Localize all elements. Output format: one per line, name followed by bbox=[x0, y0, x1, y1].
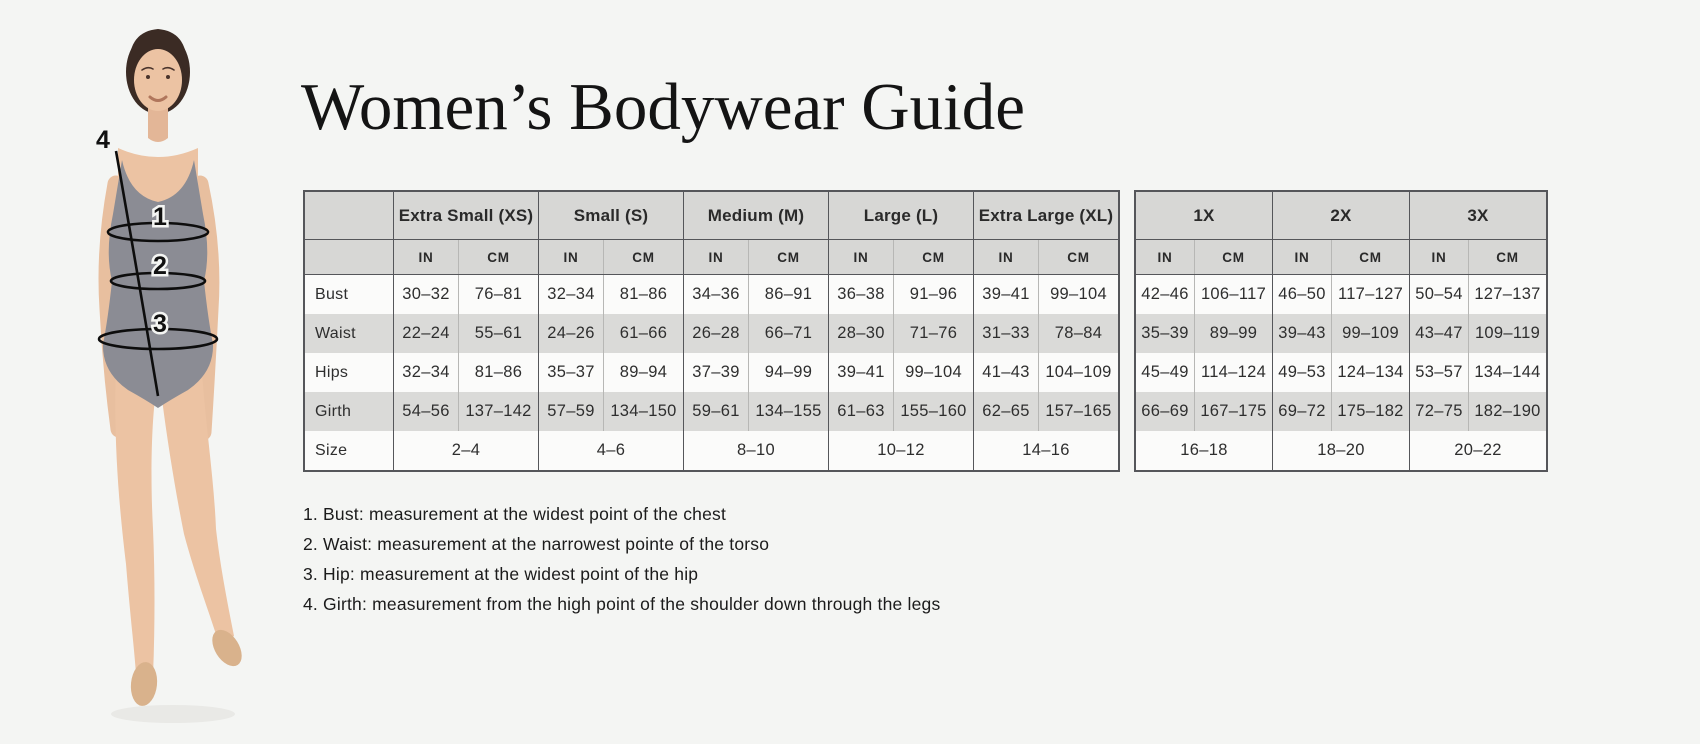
measurement-cell-in: 35–37 bbox=[539, 353, 604, 392]
measurement-cell-in: 39–41 bbox=[829, 353, 894, 392]
unit-header-cm: CM bbox=[604, 240, 684, 275]
measurement-note: 2. Waist: measurement at the narrowest pointe of the torso bbox=[303, 534, 770, 554]
table-row bbox=[1135, 353, 1547, 392]
numeric-size-cell: 16–18 bbox=[1135, 431, 1273, 471]
model-neck bbox=[148, 106, 168, 142]
measurement-cell-in: 41–43 bbox=[974, 353, 1039, 392]
measurement-cell-cm: 117–127 bbox=[1332, 275, 1410, 315]
size-tables bbox=[303, 190, 1548, 472]
measurement-cell-in: 39–43 bbox=[1273, 314, 1332, 353]
corner-cell bbox=[304, 240, 394, 275]
unit-header-cm: CM bbox=[1469, 240, 1548, 275]
measurement-cell-cm: 134–155 bbox=[749, 392, 829, 431]
measurement-cell-cm: 91–96 bbox=[894, 275, 974, 315]
unit-header-in: IN bbox=[394, 240, 459, 275]
table-row bbox=[1135, 314, 1547, 353]
measurement-notes bbox=[303, 499, 940, 619]
measurement-cell-in: 49–53 bbox=[1273, 353, 1332, 392]
measurement-cell-cm: 55–61 bbox=[459, 314, 539, 353]
numeric-size-cell: 18–20 bbox=[1273, 431, 1410, 471]
unit-header-in: IN bbox=[1410, 240, 1469, 275]
measurement-cell-cm: 134–150 bbox=[604, 392, 684, 431]
unit-header-in: IN bbox=[974, 240, 1039, 275]
measurement-cell-cm: 76–81 bbox=[459, 275, 539, 315]
numeric-size-cell: 20–22 bbox=[1410, 431, 1548, 471]
measurement-cell-cm: 175–182 bbox=[1332, 392, 1410, 431]
measurement-cell-cm: 86–91 bbox=[749, 275, 829, 315]
measurement-cell-cm: 109–119 bbox=[1469, 314, 1548, 353]
measurement-cell-cm: 106–117 bbox=[1195, 275, 1273, 315]
numeric-size-cell: 4–6 bbox=[539, 431, 684, 471]
page-title: Women’s Bodywear Guide bbox=[301, 70, 1026, 144]
unit-header-cm: CM bbox=[1195, 240, 1273, 275]
unit-header-cm: CM bbox=[1332, 240, 1410, 275]
marker-4-girth: 4 bbox=[96, 126, 110, 154]
numeric-size-cell: 8–10 bbox=[684, 431, 829, 471]
left-slipper bbox=[129, 661, 159, 707]
measurement-cell-cm: 99–104 bbox=[1039, 275, 1120, 315]
size-row bbox=[304, 431, 1119, 471]
table-row bbox=[304, 314, 1119, 353]
measurement-cell-in: 22–24 bbox=[394, 314, 459, 353]
size-group-header: 2X bbox=[1273, 191, 1410, 240]
measurement-cell-cm: 66–71 bbox=[749, 314, 829, 353]
measurement-cell-in: 26–28 bbox=[684, 314, 749, 353]
measurement-cell-in: 31–33 bbox=[974, 314, 1039, 353]
measurement-cell-in: 45–49 bbox=[1135, 353, 1195, 392]
row-label: Girth bbox=[304, 392, 394, 431]
unit-header-in: IN bbox=[1135, 240, 1195, 275]
corner-cell bbox=[304, 191, 394, 240]
model-photo bbox=[58, 14, 288, 738]
unit-header-cm: CM bbox=[749, 240, 829, 275]
size-row bbox=[1135, 431, 1547, 471]
measurement-cell-in: 59–61 bbox=[684, 392, 749, 431]
measurement-cell-in: 32–34 bbox=[539, 275, 604, 315]
row-label: Size bbox=[304, 431, 394, 471]
measurement-cell-in: 57–59 bbox=[539, 392, 604, 431]
marker-2-waist: 2 bbox=[153, 252, 167, 280]
size-group-header: Extra Large (XL) bbox=[974, 191, 1120, 240]
numeric-size-cell: 14–16 bbox=[974, 431, 1120, 471]
measurement-cell-cm: 89–94 bbox=[604, 353, 684, 392]
row-label: Bust bbox=[304, 275, 394, 315]
measurement-cell-cm: 114–124 bbox=[1195, 353, 1273, 392]
marker-1-bust: 1 bbox=[153, 203, 167, 231]
numeric-size-cell: 2–4 bbox=[394, 431, 539, 471]
measurement-cell-cm: 127–137 bbox=[1469, 275, 1548, 315]
unit-header-in: IN bbox=[1273, 240, 1332, 275]
marker-3-hip: 3 bbox=[153, 310, 167, 338]
measurement-cell-in: 34–36 bbox=[684, 275, 749, 315]
measurement-cell-cm: 81–86 bbox=[459, 353, 539, 392]
measurement-note: 3. Hip: measurement at the widest point of the hip bbox=[303, 564, 699, 584]
measurement-note: 4. Girth: measurement from the high point of the shoulder down through the legs bbox=[303, 594, 941, 614]
measurement-cell-cm: 99–104 bbox=[894, 353, 974, 392]
measurement-cell-in: 72–75 bbox=[1410, 392, 1469, 431]
measurement-cell-in: 36–38 bbox=[829, 275, 894, 315]
unit-header-in: IN bbox=[829, 240, 894, 275]
size-group-header: Extra Small (XS) bbox=[394, 191, 539, 240]
measurement-cell-cm: 104–109 bbox=[1039, 353, 1120, 392]
measurement-cell-in: 30–32 bbox=[394, 275, 459, 315]
measurement-cell-cm: 81–86 bbox=[604, 275, 684, 315]
measurement-cell-in: 28–30 bbox=[829, 314, 894, 353]
measurement-cell-cm: 94–99 bbox=[749, 353, 829, 392]
measurement-cell-in: 46–50 bbox=[1273, 275, 1332, 315]
numeric-size-cell: 10–12 bbox=[829, 431, 974, 471]
table-row bbox=[304, 392, 1119, 431]
measurement-cell-cm: 137–142 bbox=[459, 392, 539, 431]
unit-header-cm: CM bbox=[459, 240, 539, 275]
measurement-cell-cm: 71–76 bbox=[894, 314, 974, 353]
measurement-cell-cm: 134–144 bbox=[1469, 353, 1548, 392]
measurement-cell-in: 32–34 bbox=[394, 353, 459, 392]
size-table-standard bbox=[303, 190, 1120, 472]
measurement-cell-in: 50–54 bbox=[1410, 275, 1469, 315]
measurement-cell-cm: 99–109 bbox=[1332, 314, 1410, 353]
floor-shadow bbox=[111, 705, 235, 723]
right-slipper bbox=[206, 625, 248, 672]
measurement-cell-cm: 182–190 bbox=[1469, 392, 1548, 431]
measurement-note: 1. Bust: measurement at the widest point of the chest bbox=[303, 504, 727, 524]
table-row bbox=[304, 353, 1119, 392]
measurement-cell-in: 66–69 bbox=[1135, 392, 1195, 431]
row-label: Waist bbox=[304, 314, 394, 353]
measurement-cell-in: 39–41 bbox=[974, 275, 1039, 315]
unit-header-cm: CM bbox=[894, 240, 974, 275]
measurement-cell-in: 35–39 bbox=[1135, 314, 1195, 353]
measurement-cell-cm: 155–160 bbox=[894, 392, 974, 431]
size-group-header: 3X bbox=[1410, 191, 1548, 240]
size-group-header: Large (L) bbox=[829, 191, 974, 240]
table-row bbox=[1135, 275, 1547, 315]
measurement-cell-in: 42–46 bbox=[1135, 275, 1195, 315]
measurement-cell-in: 53–57 bbox=[1410, 353, 1469, 392]
unit-header-cm: CM bbox=[1039, 240, 1120, 275]
measurement-cell-in: 37–39 bbox=[684, 353, 749, 392]
model-left-leg bbox=[115, 364, 155, 676]
measurement-cell-in: 69–72 bbox=[1273, 392, 1332, 431]
measurement-cell-cm: 157–165 bbox=[1039, 392, 1120, 431]
measurement-cell-cm: 78–84 bbox=[1039, 314, 1120, 353]
size-group-header: 1X bbox=[1135, 191, 1273, 240]
measurement-cell-cm: 167–175 bbox=[1195, 392, 1273, 431]
measurement-cell-cm: 61–66 bbox=[604, 314, 684, 353]
measurement-cell-cm: 89–99 bbox=[1195, 314, 1273, 353]
row-label: Hips bbox=[304, 353, 394, 392]
measurement-cell-in: 24–26 bbox=[539, 314, 604, 353]
measurement-cell-in: 43–47 bbox=[1410, 314, 1469, 353]
measurement-cell-in: 62–65 bbox=[974, 392, 1039, 431]
measurement-cell-cm: 124–134 bbox=[1332, 353, 1410, 392]
measurement-cell-in: 61–63 bbox=[829, 392, 894, 431]
unit-header-in: IN bbox=[539, 240, 604, 275]
size-group-header: Small (S) bbox=[539, 191, 684, 240]
model-right-leg bbox=[162, 372, 234, 644]
table-row bbox=[304, 275, 1119, 315]
unit-header-in: IN bbox=[684, 240, 749, 275]
size-table-plus bbox=[1134, 190, 1548, 472]
size-group-header: Medium (M) bbox=[684, 191, 829, 240]
measurement-cell-in: 54–56 bbox=[394, 392, 459, 431]
table-row bbox=[1135, 392, 1547, 431]
